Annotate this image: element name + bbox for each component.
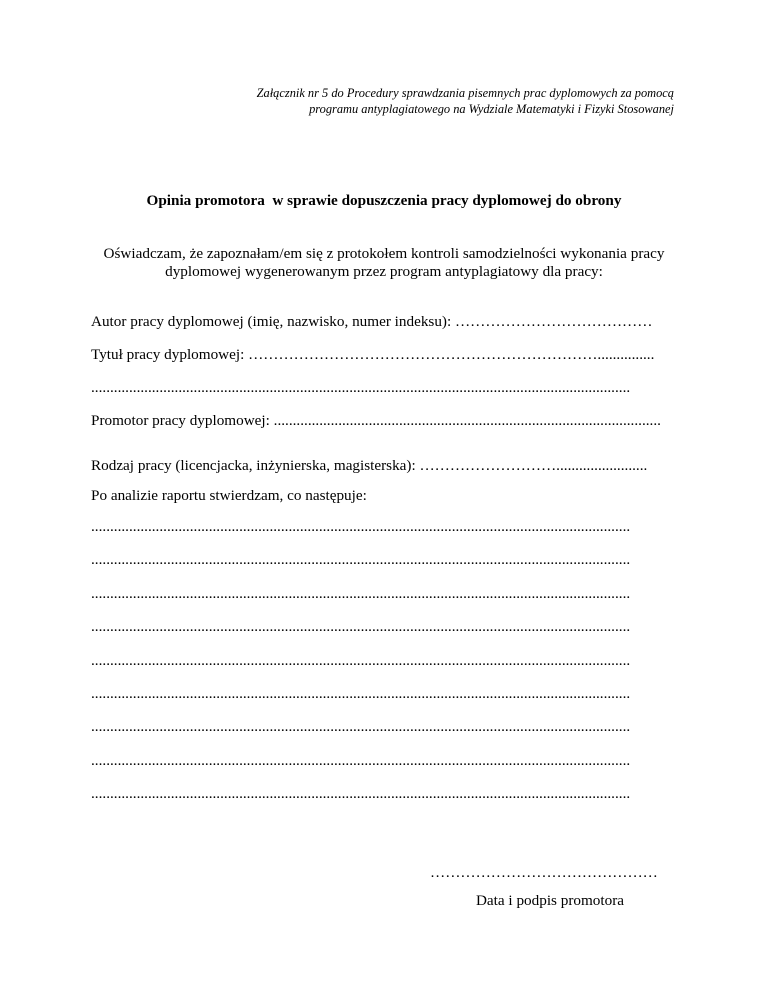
answer-line: .............................................................................................................................................. — [91, 684, 631, 702]
answer-line: .............................................................................................................................................. — [91, 551, 631, 569]
thesis-type-field: Rodzaj pracy (licencjacka, inżynierska, magisterska): ………………………........................ — [91, 457, 648, 474]
statement-line-2: dyplomowej wygenerowanym przez program antyplagiatowy dla pracy: — [165, 263, 603, 280]
answer-line: .............................................................................................................................................. — [91, 751, 631, 769]
answer-line: .............................................................................................................................................. — [91, 651, 631, 669]
answer-line: .............................................................................................................................................. — [91, 718, 631, 736]
statement-line-1: Oświadczam, że zapoznałam/em się z protokołem kontroli samodzielności wykonania pracy — [103, 245, 665, 262]
thesis-title-continuation: .............................................................................................................................................. — [91, 379, 631, 396]
declaration-statement — [60, 245, 708, 281]
author-field: Autor pracy dyplomowej (imię, nazwisko, numer indeksu): ………………………………… — [91, 313, 653, 330]
answer-line: .............................................................................................................................................. — [91, 785, 631, 803]
analysis-answer-lines — [91, 518, 675, 819]
header-line-2: programu antyplagiatowego na Wydziale Matematyki i Fizyki Stosowanej — [309, 102, 674, 116]
signature-line: ……………………………………… — [430, 864, 658, 881]
document-title: Opinia promotora w sprawie dopuszczenia pracy dyplomowej do obrony — [146, 192, 622, 209]
analysis-label: Po analizie raportu stwierdzam, co następuje: — [91, 487, 367, 504]
answer-line: .............................................................................................................................................. — [91, 518, 631, 535]
supervisor-field: Promotor pracy dyplomowej: ...................................................................................................... — [91, 412, 661, 429]
answer-line: .............................................................................................................................................. — [91, 584, 631, 602]
attachment-header — [140, 85, 674, 117]
answer-line: .............................................................................................................................................. — [91, 618, 631, 636]
signature-label: Data i podpis promotora — [475, 892, 625, 909]
thesis-title-field: Tytuł pracy dyplomowej: ……………………………………………………………............... — [91, 346, 655, 363]
header-line-1: Załącznik nr 5 do Procedury sprawdzania pisemnych prac dyplomowych za pomocą — [256, 86, 674, 100]
